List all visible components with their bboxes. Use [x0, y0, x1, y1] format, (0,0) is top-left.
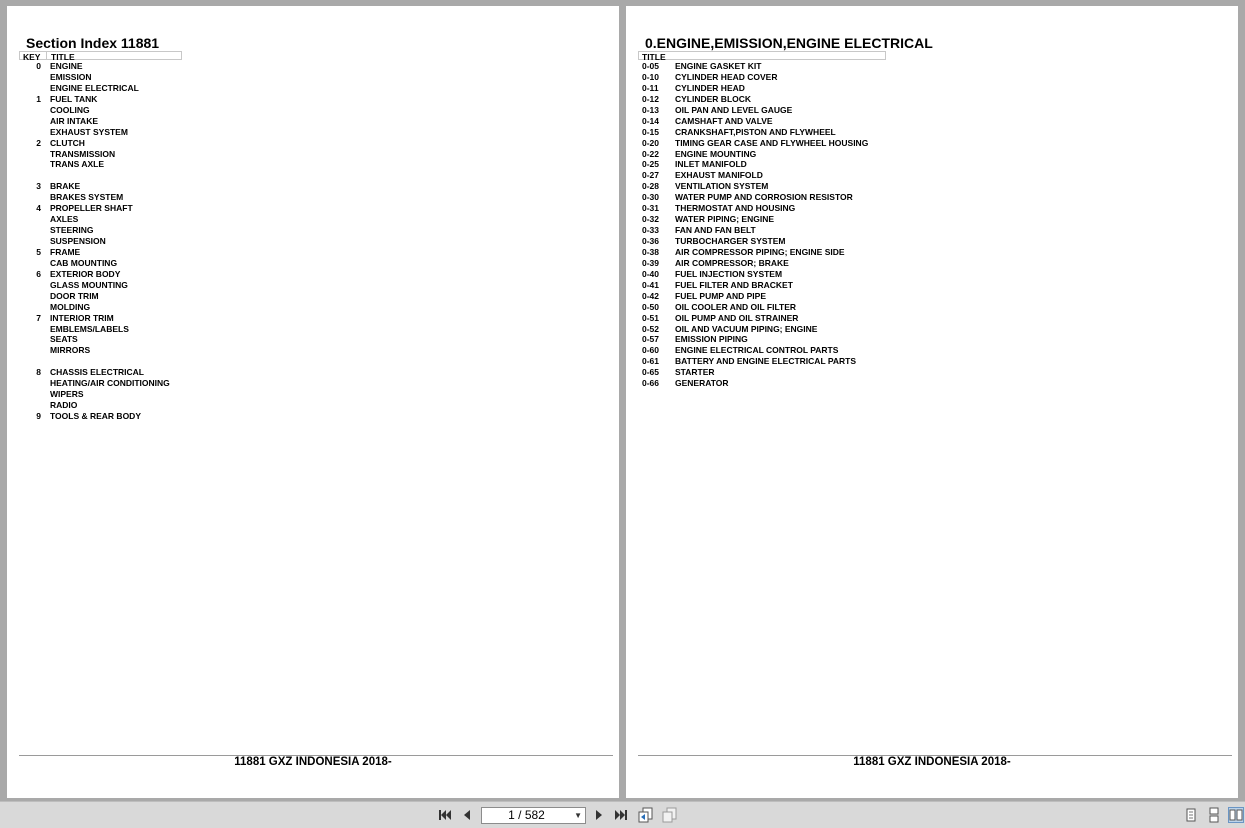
list-item[interactable] — [36, 258, 216, 269]
item-title: PROPELLER SHAFT — [50, 203, 133, 214]
list-item[interactable] — [642, 269, 942, 280]
list-item[interactable] — [642, 345, 942, 356]
item-title: HEATING/AIR CONDITIONING — [50, 378, 170, 389]
list-item[interactable] — [642, 83, 942, 94]
list-item[interactable] — [642, 302, 942, 313]
item-title: TIMING GEAR CASE AND FLYWHEEL HOUSING — [675, 137, 869, 148]
item-title: THERMOSTAT AND HOUSING — [675, 203, 796, 214]
item-key: 8 — [36, 367, 41, 378]
item-key: 3 — [36, 181, 41, 192]
item-key: 0 — [36, 61, 41, 71]
item-title: FAN AND FAN BELT — [675, 225, 756, 236]
list-item[interactable] — [36, 411, 216, 422]
list-item[interactable] — [36, 247, 216, 258]
list-item[interactable] — [36, 280, 216, 291]
item-key: 0-20 — [642, 137, 660, 148]
list-item[interactable] — [642, 61, 942, 72]
document-page-left — [7, 6, 619, 798]
item-title: AXLES — [50, 214, 79, 225]
list-item[interactable] — [642, 192, 942, 203]
list-item[interactable] — [36, 116, 216, 127]
continuous-view-icon[interactable] — [1206, 807, 1222, 823]
item-key: 4 — [36, 203, 41, 214]
list-item[interactable] — [36, 127, 216, 138]
document-page-right — [626, 6, 1238, 798]
item-key: 0-61 — [642, 356, 660, 367]
item-key: 0-60 — [642, 345, 660, 356]
list-item[interactable] — [642, 334, 942, 345]
item-title: WATER PUMP AND CORROSION RESISTOR — [675, 192, 853, 203]
item-title: FUEL TANK — [50, 93, 98, 104]
item-title: BRAKES SYSTEM — [50, 192, 124, 203]
list-item[interactable] — [36, 400, 216, 411]
item-title: OIL PAN AND LEVEL GAUGE — [675, 104, 793, 115]
item-title: GENERATOR — [675, 378, 729, 389]
item-title: CAB MOUNTING — [50, 257, 118, 268]
list-item[interactable] — [36, 334, 216, 345]
item-title: MIRRORS — [50, 345, 91, 356]
title-column-header: TITLE — [642, 52, 666, 62]
last-page-icon[interactable] — [613, 807, 629, 823]
item-key: 0-05 — [642, 61, 660, 71]
item-title: TRANSMISSION — [50, 148, 116, 159]
list-item[interactable] — [36, 105, 216, 116]
item-key: 0-50 — [642, 301, 660, 312]
item-key: 0-11 — [642, 82, 659, 93]
item-key: 5 — [36, 246, 41, 257]
list-item[interactable] — [642, 324, 942, 335]
item-title: EMISSION — [50, 71, 92, 82]
item-key: 0-12 — [642, 93, 660, 104]
item-title: CRANKSHAFT,PISTON AND FLYWHEEL — [675, 126, 836, 137]
item-title: TURBOCHARGER SYSTEM — [675, 236, 786, 246]
list-item[interactable] — [36, 269, 216, 280]
item-title: SEATS — [50, 334, 78, 345]
list-item[interactable] — [36, 313, 216, 324]
item-key: 0-25 — [642, 159, 660, 170]
list-item[interactable] — [36, 170, 216, 181]
list-item[interactable] — [642, 203, 942, 214]
list-item[interactable] — [36, 203, 216, 214]
list-item[interactable] — [36, 345, 216, 356]
chevron-down-icon[interactable]: ▼ — [574, 811, 582, 820]
item-title: STARTER — [675, 367, 715, 378]
page-footer: 11881 GXZ INDONESIA 2018- — [853, 756, 1011, 768]
item-key: 0-41 — [642, 279, 660, 290]
list-item[interactable] — [642, 280, 942, 291]
page-title: Section Index 11881 — [26, 35, 160, 51]
item-key: 9 — [36, 411, 41, 421]
item-key: 0-66 — [642, 378, 660, 389]
item-key: 1 — [36, 93, 41, 104]
item-key: 0-22 — [642, 148, 660, 159]
list-item[interactable] — [36, 149, 216, 160]
item-key: 0-57 — [642, 334, 660, 345]
item-title: CLUTCH — [50, 137, 85, 148]
item-key: 0-42 — [642, 290, 660, 301]
list-item[interactable] — [642, 378, 942, 389]
previous-page-icon[interactable] — [459, 807, 475, 823]
list-item[interactable] — [642, 149, 942, 160]
item-key: 0-33 — [642, 225, 660, 236]
page-footer: 11881 GXZ INDONESIA 2018- — [234, 756, 392, 768]
item-key: 6 — [36, 268, 41, 279]
item-key: 0-30 — [642, 192, 660, 203]
item-title: AIR COMPRESSOR; BRAKE — [675, 257, 789, 268]
item-title: FUEL INJECTION SYSTEM — [675, 268, 783, 279]
item-key: 0-39 — [642, 257, 660, 268]
item-title: CHASSIS ELECTRICAL — [50, 367, 144, 378]
list-item[interactable] — [36, 138, 216, 149]
list-item[interactable] — [36, 181, 216, 192]
list-item[interactable] — [36, 356, 216, 367]
item-title: CYLINDER HEAD — [675, 82, 745, 93]
item-title: BATTERY AND ENGINE ELECTRICAL PARTS — [675, 356, 857, 367]
item-title: SUSPENSION — [50, 236, 106, 246]
item-title: OIL COOLER AND OIL FILTER — [675, 301, 797, 312]
list-item[interactable] — [642, 236, 942, 247]
list-item[interactable] — [642, 94, 942, 105]
first-page-icon[interactable] — [437, 807, 453, 823]
item-title: ENGINE MOUNTING — [675, 148, 757, 159]
item-title: CAMSHAFT AND VALVE — [675, 115, 773, 126]
list-item[interactable] — [36, 236, 216, 247]
list-item[interactable] — [642, 105, 942, 116]
item-title: WIPERS — [50, 389, 84, 400]
item-key: 0-31 — [642, 203, 660, 214]
single-page-view-icon[interactable] — [1183, 807, 1199, 823]
list-item[interactable] — [36, 83, 216, 94]
item-key: 0-28 — [642, 181, 660, 192]
section-index-list — [36, 61, 216, 422]
item-title: AIR INTAKE — [50, 115, 99, 126]
list-item[interactable] — [642, 247, 942, 258]
item-title: TOOLS & REAR BODY — [50, 411, 141, 421]
list-item[interactable] — [36, 378, 216, 389]
title-header-box — [638, 51, 886, 60]
item-title: ENGINE GASKET KIT — [675, 61, 762, 71]
list-item[interactable] — [642, 291, 942, 302]
facing-pages-view-icon[interactable] — [1228, 807, 1244, 823]
list-item[interactable] — [642, 181, 942, 192]
item-title: FRAME — [50, 246, 81, 257]
item-title: FUEL FILTER AND BRACKET — [675, 279, 793, 290]
list-item[interactable] — [642, 313, 942, 324]
item-title: AIR COMPRESSOR PIPING; ENGINE SIDE — [675, 246, 845, 257]
list-item[interactable] — [642, 367, 942, 378]
list-item[interactable] — [36, 159, 216, 170]
item-title: COOLING — [50, 104, 90, 115]
item-title: MOLDING — [50, 301, 91, 312]
item-key: 0-65 — [642, 367, 660, 378]
list-item[interactable] — [642, 116, 942, 127]
list-item[interactable] — [642, 170, 942, 181]
item-title: CYLINDER HEAD COVER — [675, 71, 778, 82]
item-title: INLET MANIFOLD — [675, 159, 747, 170]
title-column-header: TITLE — [51, 52, 75, 62]
forward-view-icon[interactable] — [662, 807, 678, 823]
list-item[interactable] — [642, 214, 942, 225]
subsection-list — [642, 61, 942, 389]
item-title: INTERIOR TRIM — [50, 312, 114, 323]
item-title: OIL PUMP AND OIL STRAINER — [675, 312, 799, 323]
item-title: CYLINDER BLOCK — [675, 93, 752, 104]
list-item[interactable] — [36, 389, 216, 400]
item-title: ENGINE ELECTRICAL — [50, 82, 139, 93]
item-key: 0-52 — [642, 323, 660, 334]
item-title: TRANS AXLE — [50, 159, 104, 170]
item-key: 0-36 — [642, 236, 660, 246]
page-number-value: 1 / 582 — [508, 808, 545, 822]
list-item[interactable] — [36, 225, 216, 236]
item-key: 2 — [36, 137, 41, 148]
item-title: EMBLEMS/LABELS — [50, 323, 129, 334]
item-key: 7 — [36, 312, 41, 323]
item-title: VENTILATION SYSTEM — [675, 181, 769, 192]
list-item[interactable] — [642, 127, 942, 138]
list-item[interactable] — [36, 61, 216, 72]
item-title: STEERING — [50, 225, 94, 236]
item-title: EMISSION PIPING — [675, 334, 748, 345]
list-item[interactable] — [36, 192, 216, 203]
list-item[interactable] — [36, 291, 216, 302]
list-item[interactable] — [642, 138, 942, 149]
item-title: BRAKE — [50, 181, 81, 192]
item-title: EXHAUST MANIFOLD — [675, 170, 763, 181]
item-title: ENGINE ELECTRICAL CONTROL PARTS — [675, 345, 839, 356]
item-key: 0-40 — [642, 268, 660, 279]
item-title: DOOR TRIM — [50, 290, 99, 301]
item-title: WATER PIPING; ENGINE — [675, 214, 775, 225]
list-item[interactable] — [642, 159, 942, 170]
list-item[interactable] — [642, 72, 942, 83]
item-key: 0-10 — [642, 71, 660, 82]
item-key: 0-32 — [642, 214, 660, 225]
item-key: 0-13 — [642, 104, 660, 115]
item-key: 0-51 — [642, 312, 660, 323]
next-page-icon[interactable] — [591, 807, 607, 823]
list-item[interactable] — [36, 324, 216, 335]
list-item[interactable] — [36, 367, 216, 378]
item-title: GLASS MOUNTING — [50, 279, 128, 290]
item-title: EXTERIOR BODY — [50, 268, 121, 279]
list-item[interactable] — [36, 72, 216, 83]
list-item[interactable] — [642, 225, 942, 236]
list-item[interactable] — [642, 258, 942, 269]
item-title: OIL AND VACUUM PIPING; ENGINE — [675, 323, 818, 334]
viewer-toolbar — [0, 801, 1245, 828]
list-item[interactable] — [642, 356, 942, 367]
list-item[interactable] — [36, 214, 216, 225]
item-title: FUEL PUMP AND PIPE — [675, 290, 766, 301]
key-column-header: KEY — [23, 52, 41, 62]
item-title: ENGINE — [50, 61, 83, 71]
list-item[interactable] — [36, 302, 216, 313]
back-view-icon[interactable] — [638, 807, 654, 823]
item-key: 0-15 — [642, 126, 660, 137]
page-number-input[interactable] — [481, 807, 586, 824]
item-key: 0-14 — [642, 115, 660, 126]
item-title: RADIO — [50, 400, 78, 411]
list-item[interactable] — [36, 94, 216, 105]
item-key: 0-27 — [642, 170, 660, 181]
page-title: 0.ENGINE,EMISSION,ENGINE ELECTRICAL — [645, 35, 933, 51]
item-key: 0-38 — [642, 246, 660, 257]
item-title: EXHAUST SYSTEM — [50, 126, 128, 137]
